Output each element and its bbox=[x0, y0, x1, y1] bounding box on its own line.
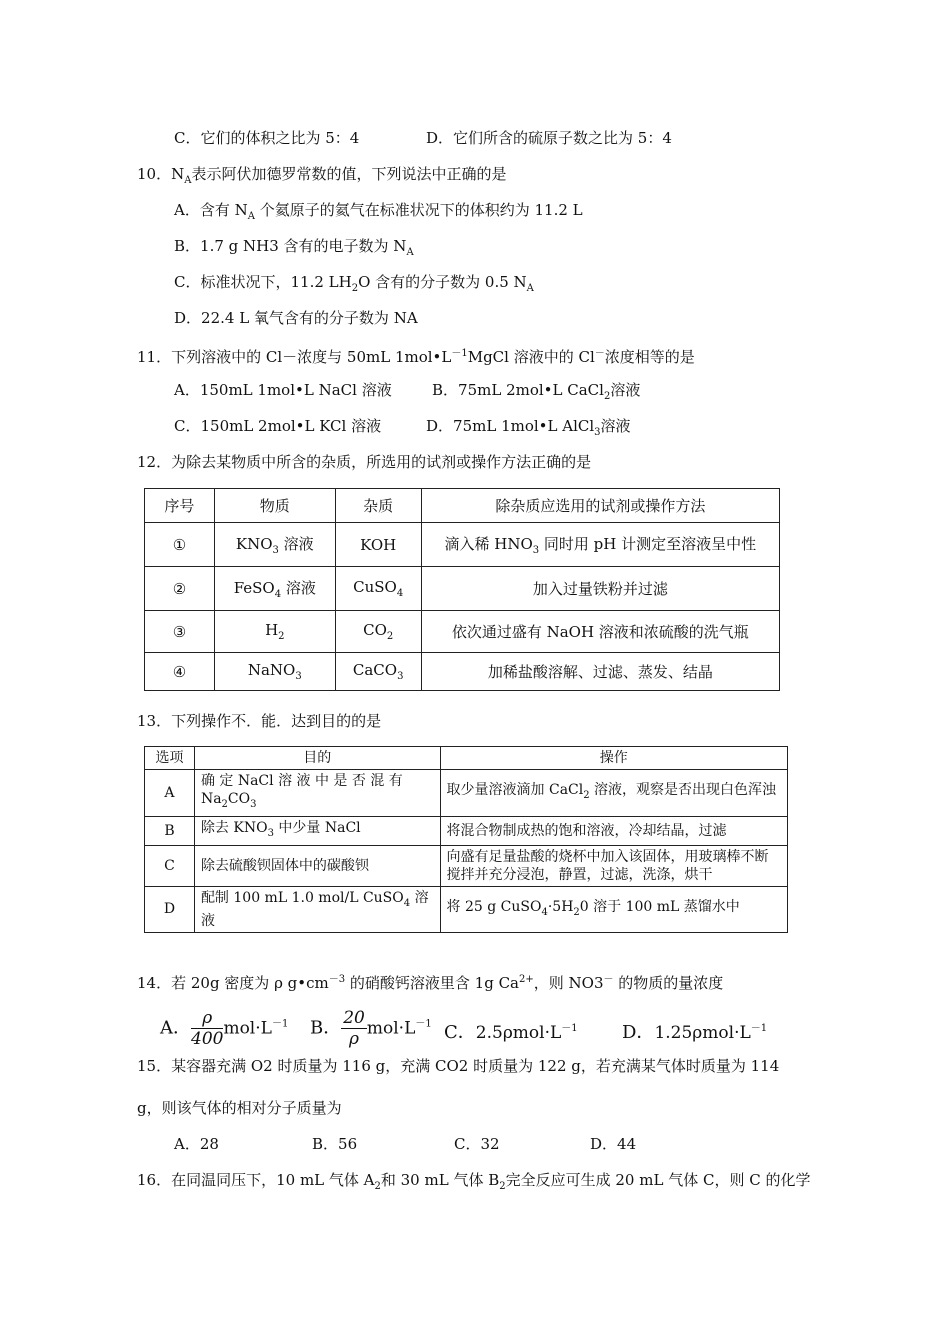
table-row bbox=[145, 523, 780, 567]
substance-cell: $H_2$ bbox=[214, 611, 335, 653]
q15-option-a: A．28 bbox=[174, 1135, 219, 1153]
q10-option-a: A．含有 $N_A$ 个氦原子的氦气在标准状况下的体积约为 11.2 L bbox=[174, 201, 583, 222]
option-cell: D bbox=[145, 886, 195, 933]
q10-option-c: C．标准状况下，11.2 $LH_2O$ 含有的分子数为 0.5 $N_A$ bbox=[174, 273, 534, 294]
impurity-cell: CaCO$_3$ bbox=[335, 653, 421, 691]
impurity-cell: KOH bbox=[335, 523, 421, 567]
q10-stem: 10．$N_A$表示阿伏加德罗常数的值，下列说法中正确的是 bbox=[137, 165, 507, 186]
table-row bbox=[145, 816, 788, 845]
impurity-cell: $CO_2$ bbox=[335, 611, 421, 653]
method-cell: 滴入稀 $HNO_3$ 同时用 pH 计测定至溶液呈中性 bbox=[421, 523, 779, 567]
header-cell: 序号 bbox=[145, 489, 215, 523]
q9-option-c: C．它们的体积之比为 5：4 bbox=[174, 129, 360, 147]
table-header-row bbox=[145, 747, 788, 770]
header-cell: 选项 bbox=[145, 747, 195, 770]
table-row bbox=[145, 845, 788, 886]
q11-option-b: B．75mL 2mol•L CaCl$_2$溶液 bbox=[432, 381, 641, 402]
q10-option-b: B．1.7 g NH3 含有的电子数为 $N_A$ bbox=[174, 237, 414, 258]
header-cell: 除杂质应选用的试剂或操作方法 bbox=[421, 489, 779, 523]
table-row bbox=[145, 567, 780, 611]
substance-cell: FeSO$_4$ 溶液 bbox=[214, 567, 335, 611]
q15-option-b: B．56 bbox=[312, 1135, 358, 1153]
q10-option-d: D．22.4 L 氧气含有的分子数为 NA bbox=[174, 309, 418, 327]
row-number: ④ bbox=[145, 653, 215, 691]
q11-stem: 11．下列溶液中的 Cl－浓度与 50mL $1mol•L^{-1}MgCl$ 溶液中的 Cl－浓度相等的是 bbox=[137, 348, 695, 366]
q13-table bbox=[144, 746, 788, 933]
option-cell: C bbox=[145, 845, 195, 886]
table-header-row bbox=[145, 489, 780, 523]
option-cell: A bbox=[145, 770, 195, 817]
substance-cell: $KNO_3$ 溶液 bbox=[214, 523, 335, 567]
fraction: $\frac{20}{\rho}$ bbox=[343, 1008, 365, 1049]
fraction: $\frac{\rho}{400}$ bbox=[191, 1008, 224, 1049]
q16-stem: 16．在同温同压下，10 mL 气体 $A_2$和 30 mL 气体 $B_2$完全反应可生成 20 mL 气体 C，则 C 的化学 bbox=[137, 1171, 811, 1192]
operation-cell: 向盛有足量盐酸的烧杯中加入该固体，用玻璃棒不断搅拌并充分浸泡，静置，过滤，洗涤，烘干 bbox=[440, 845, 787, 886]
table-row bbox=[145, 770, 788, 817]
operation-cell: 将混合物制成热的饱和溶液，冷却结晶，过滤 bbox=[440, 816, 787, 845]
impurity-cell: CuSO$_4$ bbox=[335, 567, 421, 611]
goal-cell: 确 定 NaCl 溶 液 中 是 否 混 有 $Na_2CO_3$ bbox=[194, 770, 440, 817]
q14-option-b: B． $\frac{20}{\rho}$ $mol\cdot L^{-1}$ bbox=[310, 1008, 432, 1049]
q15-stem: 15．某容器充满 O2 时质量为 116 g，充满 CO2 时质量为 122 g，若充满某气体时质量为 114 bbox=[137, 1057, 780, 1075]
row-number: ② bbox=[145, 567, 215, 611]
header-cell: 杂质 bbox=[335, 489, 421, 523]
option-cell: B bbox=[145, 816, 195, 845]
q15-option-c: C．32 bbox=[454, 1135, 500, 1153]
header-cell: 目的 bbox=[194, 747, 440, 770]
q14-option-a: A． $\frac{\rho}{400}$ $mol\cdot L^{-1}$ bbox=[160, 1008, 289, 1049]
operation-cell: 将 25 g $CuSO_4\cdot 5H_20$ 溶于 100 mL 蒸馏水中 bbox=[440, 886, 787, 933]
q9-option-d: D．它们所含的硫原子数之比为 5：4 bbox=[426, 129, 672, 147]
method-cell: 依次通过盛有 NaOH 溶液和浓硫酸的洗气瓶 bbox=[421, 611, 779, 653]
q12-stem: 12．为除去某物质中所含的杂质，所选用的试剂或操作方法正确的是 bbox=[137, 453, 592, 471]
method-cell: 加入过量铁粉并过滤 bbox=[421, 567, 779, 611]
goal-cell: 配制 100 mL 1.0 mol/L CuSO$_4$ 溶液 bbox=[194, 886, 440, 933]
table-row bbox=[145, 611, 780, 653]
q15-stem-cont: g，则该气体的相对分子质量为 bbox=[137, 1099, 342, 1117]
table-row bbox=[145, 886, 788, 933]
row-number: ① bbox=[145, 523, 215, 567]
header-cell: 操作 bbox=[440, 747, 787, 770]
row-number: ③ bbox=[145, 611, 215, 653]
q14-stem: 14．若 20g 密度为 ρ $g•cm^{-3}$ 的硝酸钙溶液里含 1g $Ca^{2+}$，则 NO3－ 的物质的量浓度 bbox=[137, 974, 724, 992]
table-row bbox=[145, 653, 780, 691]
q14-option-c: C．$2.5\rho mol\cdot L^{-1}$ bbox=[444, 1022, 578, 1043]
q11-option-c: C．150mL 2mol•L KCl 溶液 bbox=[174, 417, 382, 435]
goal-cell: 除去 $KNO_3$ 中少量 NaCl bbox=[194, 816, 440, 845]
goal-cell: 除去硫酸钡固体中的碳酸钡 bbox=[194, 845, 440, 886]
q11-option-a: A．150mL 1mol•L NaCl 溶液 bbox=[174, 381, 392, 399]
operation-cell: 取少量溶液滴加 CaCl$_2$ 溶液，观察是否出现白色浑浊 bbox=[440, 770, 787, 817]
q11-option-d: D．75mL 1mol•L AlCl$_3$溶液 bbox=[426, 417, 631, 438]
q15-option-d: D．44 bbox=[590, 1135, 637, 1153]
q13-stem: 13．下列操作不．能．达到目的的是 bbox=[137, 712, 382, 730]
method-cell: 加稀盐酸溶解、过滤、蒸发、结晶 bbox=[421, 653, 779, 691]
q14-option-d: D．$1.25\rho mol\cdot L^{-1}$ bbox=[622, 1022, 768, 1043]
header-cell: 物质 bbox=[214, 489, 335, 523]
substance-cell: NaNO$_3$ bbox=[214, 653, 335, 691]
q12-table bbox=[144, 488, 780, 691]
